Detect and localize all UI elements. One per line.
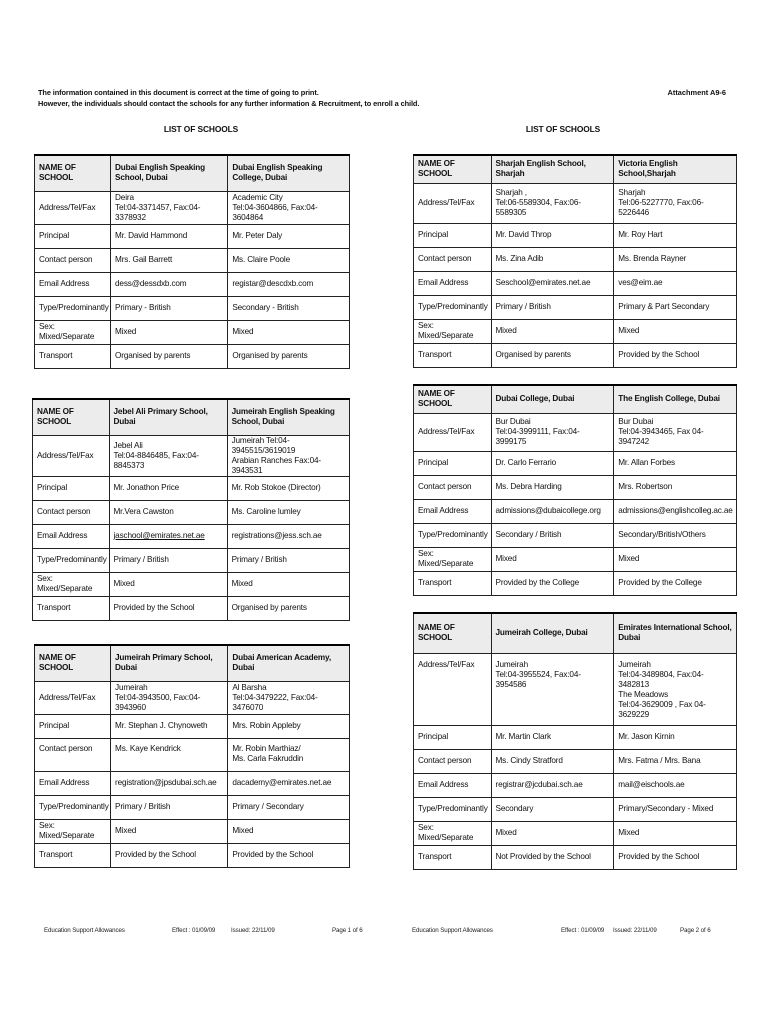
row-label: Address/Tel/Fax [33, 435, 110, 476]
table-row [35, 645, 350, 681]
disclaimer [38, 88, 419, 109]
row-label: Sex: Mixed/Separate [35, 819, 111, 843]
table-row [35, 272, 350, 296]
row-label: Principal [414, 451, 492, 475]
transport-cell: Provided by the School [614, 343, 737, 367]
type-cell: Primary / Secondary [228, 795, 350, 819]
row-label: Email Address [35, 771, 111, 795]
table-row [35, 819, 350, 843]
row-label: Sex: Mixed/Separate [35, 320, 111, 344]
table-row [33, 435, 350, 476]
sex-cell: Mixed [491, 547, 614, 571]
row-label: Address/Tel/Fax [414, 413, 492, 451]
principal-cell: Mr. David Hammond [111, 224, 228, 248]
row-label: NAME OF SCHOOL [35, 645, 111, 681]
email-link[interactable]: jaschool@emirates.net.ae [109, 524, 227, 548]
table-row [414, 773, 737, 797]
address-cell: Jebel Ali Tel:04-8846485, Fax:04-8845373 [109, 435, 227, 476]
table-row [33, 399, 350, 435]
school-table-2 [32, 398, 350, 621]
school-name: Sharjah English School, Sharjah [491, 155, 614, 183]
table-row [33, 524, 350, 548]
footer-page-number: Page 2 of 6 [680, 927, 711, 934]
row-label: NAME OF SCHOOL [35, 155, 111, 191]
contact-cell: Mrs. Gail Barrett [111, 248, 228, 272]
table-row [414, 155, 737, 183]
table-row [35, 738, 350, 771]
table-row [414, 451, 737, 475]
sex-cell: Mixed [111, 819, 228, 843]
address-cell: Deira Tel:04-3371457, Fax:04-3378932 [111, 191, 228, 224]
table-row [414, 749, 737, 773]
transport-cell: Organised by parents [111, 344, 228, 368]
table-row [35, 320, 350, 344]
sex-cell: Mixed [228, 320, 350, 344]
address-cell: Sharjah Tel:06-5227770, Fax:06-5226446 [614, 183, 737, 223]
row-label: NAME OF SCHOOL [414, 385, 492, 413]
principal-cell: Mr. Rob Stokoe (Director) [227, 476, 349, 500]
contact-cell: Mrs. Fatma / Mrs. Bana [614, 749, 737, 773]
row-label: Sex: Mixed/Separate [33, 572, 110, 596]
school-table-5 [413, 384, 737, 596]
row-label: Transport [35, 344, 111, 368]
school-name: Emirates International School, Dubai [614, 613, 737, 653]
school-name: Dubai American Academy, Dubai [228, 645, 350, 681]
disclaimer-line-2: However, the individuals should contact the schools for any further information & Recruitment, to enroll a child. [38, 98, 420, 108]
principal-cell: Mr. Jason Kirnin [614, 725, 737, 749]
row-label: Address/Tel/Fax [35, 681, 111, 714]
row-label: Principal [33, 476, 110, 500]
table-row [35, 248, 350, 272]
school-name: Dubai College, Dubai [491, 385, 614, 413]
email-link[interactable]: admissions@dubaicollege.org [491, 499, 614, 523]
type-cell: Primary / British [227, 548, 349, 572]
sex-cell: Mixed [491, 821, 614, 845]
type-cell: Secondary - British [228, 296, 350, 320]
row-label: Principal [35, 714, 111, 738]
table-row [414, 797, 737, 821]
table-row [33, 596, 350, 620]
email-link[interactable]: Seschool@emirates.net.ae [491, 271, 614, 295]
row-label: Address/Tel/Fax [414, 653, 492, 725]
transport-cell: Provided by the College [491, 571, 614, 595]
type-cell: Primary/Secondary - Mixed [614, 797, 737, 821]
sex-cell: Mixed [614, 547, 737, 571]
table-row [33, 572, 350, 596]
address-cell: Jumeirah Tel:04-3945515/3619019 Arabian Ranches Fax:04-3943531 [227, 435, 349, 476]
row-label: Type/Predominantly [33, 548, 110, 572]
table-row [35, 224, 350, 248]
row-label: Sex: Mixed/Separate [414, 821, 492, 845]
disclaimer-line-1: The information contained in this document is correct at the time of going to print. [38, 88, 319, 97]
row-label: Transport [33, 596, 110, 620]
school-table-1 [34, 154, 350, 369]
table-row [35, 771, 350, 795]
table-row [414, 547, 737, 571]
sex-cell: Mixed [109, 572, 227, 596]
email-link[interactable]: mail@eischools.ae [614, 773, 737, 797]
row-label: Type/Predominantly [414, 523, 492, 547]
table-row [35, 191, 350, 224]
row-label: Sex: Mixed/Separate [414, 319, 492, 343]
row-label: NAME OF SCHOOL [33, 399, 110, 435]
email-link[interactable]: registrar@jcdubai.sch.ae [491, 773, 614, 797]
address-cell: Jumeirah Tel:04-3489804, Fax:04-3482813 The Meadows Tel:04-3629009 , Fax 04-3629229 [614, 653, 737, 725]
principal-cell: Mrs. Robin Appleby [228, 714, 350, 738]
row-label: Transport [414, 845, 492, 869]
contact-cell: Ms. Debra Harding [491, 475, 614, 499]
school-name: The English College, Dubai [614, 385, 737, 413]
transport-cell: Provided by the College [614, 571, 737, 595]
school-name: Jumeirah English Speaking School, Dubai [227, 399, 349, 435]
table-row [414, 499, 737, 523]
school-name: Victoria English School,Sharjah [614, 155, 737, 183]
footer-effect: Effect : 01/09/09 [172, 927, 216, 934]
table-row [414, 725, 737, 749]
email-link[interactable]: registration@jpsdubai.sch.ae [111, 771, 228, 795]
school-name: Jumeirah Primary School, Dubai [111, 645, 228, 681]
row-label: Email Address [414, 499, 492, 523]
transport-cell: Organised by parents [228, 344, 350, 368]
principal-cell: Mr. David Throp [491, 223, 614, 247]
type-cell: Primary & Part Secondary [614, 295, 737, 319]
transport-cell: Provided by the School [614, 845, 737, 869]
transport-cell: Organised by parents [227, 596, 349, 620]
row-label: Principal [414, 725, 492, 749]
sex-cell: Mixed [614, 821, 737, 845]
sex-cell: Mixed [111, 320, 228, 344]
principal-cell: Mr. Roy Hart [614, 223, 737, 247]
school-name: Dubai English Speaking College, Dubai [228, 155, 350, 191]
transport-cell: Provided by the School [228, 843, 350, 867]
school-name: Dubai English Speaking School, Dubai [111, 155, 228, 191]
row-label: Contact person [414, 749, 492, 773]
row-label: Type/Predominantly [35, 296, 111, 320]
row-label: Email Address [414, 773, 492, 797]
row-label: Principal [35, 224, 111, 248]
table-row [414, 247, 737, 271]
row-label: Transport [414, 571, 492, 595]
row-label: Email Address [414, 271, 492, 295]
contact-cell: Ms. Caroline lumley [227, 500, 349, 524]
table-row [414, 821, 737, 845]
contact-cell: Ms. Kaye Kendrick [111, 738, 228, 771]
school-table-3 [34, 644, 350, 868]
row-label: Email Address [33, 524, 110, 548]
footer-issued: Issued: 22/11/09 [231, 927, 275, 934]
row-label: Contact person [33, 500, 110, 524]
table-row [33, 548, 350, 572]
address-cell: Sharjah , Tel:06-5589304, Fax:06-5589305 [491, 183, 614, 223]
attachment-label: Attachment A9-6 [667, 88, 726, 97]
table-row [414, 571, 737, 595]
table-row [414, 413, 737, 451]
contact-cell: Ms. Cindy Stratford [491, 749, 614, 773]
row-label: Contact person [35, 248, 111, 272]
contact-cell: Mr.Vera Cawston [109, 500, 227, 524]
footer-page-number: Page 1 of 6 [332, 927, 363, 934]
table-row [33, 500, 350, 524]
address-cell: Al Barsha Tel:04-3479222, Fax:04-3476070 [228, 681, 350, 714]
principal-cell: Mr. Jonathon Price [109, 476, 227, 500]
table-row [414, 613, 737, 653]
email-link[interactable]: dess@dessdxb.com [111, 272, 228, 296]
table-row [414, 845, 737, 869]
table-row [414, 223, 737, 247]
table-row [35, 681, 350, 714]
contact-cell: Mrs. Robertson [614, 475, 737, 499]
email-link[interactable]: ves@eim.ae [614, 271, 737, 295]
type-cell: Primary / British [109, 548, 227, 572]
address-cell: Bur Dubai Tel:04-3999111, Fax:04-3999175 [491, 413, 614, 451]
type-cell: Secondary/British/Others [614, 523, 737, 547]
address-cell: Jumeirah Tel:04-3955524, Fax:04-3954586 [491, 653, 614, 725]
email-link[interactable]: dacademy@emirates.net.ae [228, 771, 350, 795]
table-row [35, 344, 350, 368]
table-row [35, 714, 350, 738]
footer-title: Education Support Allowances [412, 927, 493, 934]
type-cell: Primary - British [111, 296, 228, 320]
footer-effect: Effect : 01/09/09 [561, 927, 605, 934]
row-label: Transport [414, 343, 492, 367]
row-label: Sex: Mixed/Separate [414, 547, 492, 571]
table-row [414, 385, 737, 413]
type-cell: Primary / British [491, 295, 614, 319]
table-row [414, 343, 737, 367]
table-row [35, 155, 350, 191]
row-label: Contact person [414, 475, 492, 499]
sex-cell: Mixed [614, 319, 737, 343]
row-label: Principal [414, 223, 492, 247]
transport-cell: Provided by the School [111, 843, 228, 867]
row-label: Address/Tel/Fax [414, 183, 492, 223]
table-row [35, 296, 350, 320]
table-row [35, 843, 350, 867]
email-link[interactable]: registrations@jess.sch.ae [227, 524, 349, 548]
row-label: Contact person [35, 738, 111, 771]
row-label: Type/Predominantly [414, 295, 492, 319]
table-row [414, 183, 737, 223]
contact-cell: Mr. Robin Marthiaz/ Ms. Carla Fakruddin [228, 738, 350, 771]
row-label: NAME OF SCHOOL [414, 613, 492, 653]
table-row [35, 795, 350, 819]
transport-cell: Provided by the School [109, 596, 227, 620]
row-label: NAME OF SCHOOL [414, 155, 492, 183]
school-name: Jebel Ali Primary School, Dubai [109, 399, 227, 435]
row-label: Type/Predominantly [35, 795, 111, 819]
type-cell: Secondary / British [491, 523, 614, 547]
sex-cell: Mixed [491, 319, 614, 343]
school-table-6 [413, 612, 737, 870]
table-row [414, 295, 737, 319]
email-link[interactable]: registar@descdxb.com [228, 272, 350, 296]
footer-issued: Issued: 22/11/09 [613, 927, 657, 934]
contact-cell: Ms. Brenda Rayner [614, 247, 737, 271]
school-name: Jumeirah College, Dubai [491, 613, 614, 653]
principal-cell: Mr. Martin Clark [491, 725, 614, 749]
row-label: Address/Tel/Fax [35, 191, 111, 224]
address-cell: Bur Dubai Tel:04-3943465, Fax 04-3947242 [614, 413, 737, 451]
email-link[interactable]: admissions@englishcolleg.ac.ae [614, 499, 737, 523]
transport-cell: Not Provided by the School [491, 845, 614, 869]
table-row [33, 476, 350, 500]
principal-cell: Mr. Peter Daly [228, 224, 350, 248]
table-row [414, 523, 737, 547]
row-label: Transport [35, 843, 111, 867]
principal-cell: Dr. Carlo Ferrario [491, 451, 614, 475]
row-label: Email Address [35, 272, 111, 296]
table-row [414, 271, 737, 295]
school-table-4 [413, 154, 737, 368]
type-cell: Primary / British [111, 795, 228, 819]
row-label: Contact person [414, 247, 492, 271]
principal-cell: Mr. Allan Forbes [614, 451, 737, 475]
transport-cell: Organised by parents [491, 343, 614, 367]
contact-cell: Ms. Zina Adib [491, 247, 614, 271]
address-cell: Academic City Tel:04-3604866, Fax:04-3604864 [228, 191, 350, 224]
table-row [414, 475, 737, 499]
sex-cell: Mixed [228, 819, 350, 843]
table-row [414, 319, 737, 343]
address-cell: Jumeirah Tel:04-3943500, Fax:04-3943960 [111, 681, 228, 714]
page-title-right: LIST OF SCHOOLS [525, 124, 601, 134]
principal-cell: Mr. Stephan J. Chynoweth [111, 714, 228, 738]
table-row [414, 653, 737, 725]
contact-cell: Ms. Claire Poole [228, 248, 350, 272]
page-title-left: LIST OF SCHOOLS [163, 124, 239, 134]
footer-title: Education Support Allowances [44, 927, 125, 934]
type-cell: Secondary [491, 797, 614, 821]
row-label: Type/Predominantly [414, 797, 492, 821]
sex-cell: Mixed [227, 572, 349, 596]
